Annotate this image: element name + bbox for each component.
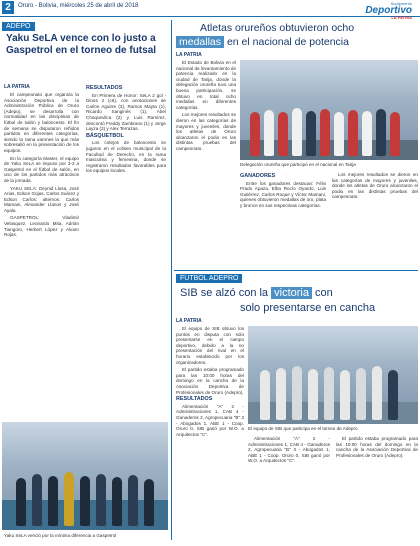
brand-sub: LA PATRIA (391, 15, 412, 20)
left-article-title: Yaku SeLA vence con lo justo a Gaspetrol en el torneo de futsal (6, 33, 157, 56)
left-kicker: LA PATRIA (4, 84, 30, 90)
right-bottom-paragraph-2b: El partido estaba programado para las 10:00 horas del domingo en la cancha de la Asociación Deportiva de Profesionales de Oruro (Adepro). (336, 436, 418, 458)
section-tag-futbol: FÚTBOL ADEPRO (176, 274, 242, 283)
right-top-paragraph-1: El Estado de Bolivia en el nacional de levantamiento de potencia realizado en la ciudad de Tarija, donde la delegación orureña tuvo una buena participación, se obtuvo en total ocho medallas en diferentes categorías. (176, 60, 236, 110)
right-top-title-highlight: medallas (176, 36, 224, 48)
right-top-title-line1: Atletas orureños obtuvieron ocho (200, 22, 355, 34)
dateline: Oruro - Bolivia, miércoles 25 de abril de 2018 (18, 3, 139, 9)
left-basket-title: BÁSQUETBOL (86, 132, 124, 139)
right-top-paragraph-2b: Los mejores resultados se dieron en las categorías de mayores y juveniles, donde los atletas de Oruro alcanzaron el podio en las distintas pruebas del campeonato. (332, 172, 418, 200)
right-top-winners: Entre los ganadores destacan: Félix Prado Apaza, Elba Rocío Oyardo, Luis Gutiérrez, Carlos Roque y Víctor Mamani, quienes obtuvieron medallas de oro, plata y bronce en sus respectivas categorías. (240, 180, 326, 208)
right-bottom-col1 (176, 326, 244, 536)
left-article-col2 (86, 84, 166, 422)
right-bottom-kicker: LA PATRIA (176, 318, 202, 324)
right-top-col2 (240, 172, 326, 268)
right-top-title-line2-wrap (176, 36, 349, 48)
right-bottom-results-title: RESULTADOS (176, 396, 213, 403)
left-results-title: RESULTADOS (86, 85, 123, 91)
left-paragraph-2: En la categoría Master, el equipo de Yaku SeLA se impuso por 3-2 a Gaspetrol en el fútbol de salón, en uno de los partidos más atractivos de la jornada. (4, 155, 79, 183)
brand-logo (365, 1, 412, 20)
right-top-paragraph-2: Los mejores resultados se dieron en las categorías de mayores y juveniles, donde los atletas de Oruro alcanzaron el podio en las distintas pruebas del campeonato. (176, 112, 236, 151)
section-divider (174, 270, 418, 271)
right-bottom-col3 (336, 436, 418, 536)
left-photo-caption: Yaku SeLA venció por la mínima diferencia a Gaspetrol (4, 533, 117, 538)
right-bottom-title-highlight: victoria (271, 287, 312, 299)
right-bottom-results-2: Alimentación "A" 2 - Administraciones 1, CAB 4 - Ganaderos 2, Agropecuaria "B" 3 - Abogados 1, ABE 1 - Coop. Oruro 0, SIB ganó por W.O. a Arquitectos "C". (248, 436, 330, 464)
right-top-photo-caption: Delegación orureña que participó en el nacional en Tarija (240, 162, 356, 167)
right-top-col1 (176, 60, 236, 268)
right-top-title-line2: en el nacional de potencia (226, 36, 349, 48)
brand-main: Deportivo (365, 5, 412, 16)
left-lineups: YAKU SELA: Deynid Llosa, José Arias, Edson Gojas, Carlos Suárez y Edson Carlos; alternos: Carlos Mamani, Alexander Llanos y José Ayala. (4, 185, 79, 213)
right-bottom-col2 (248, 436, 330, 536)
right-bottom-team-photo (248, 326, 418, 424)
right-top-col3 (332, 172, 418, 268)
right-bottom-results: Alimentación "A" 2 - Administraciones 1, CAB 4 - Ganaderos 2, Agropecuaria "B" 3 - Abogados 1, ABE 1 - Coop. Oruro 0, SIB ganó por W.O. a Arquitectos "C". (176, 403, 244, 437)
right-bottom-title-b: con (315, 287, 333, 299)
left-article-col1 (4, 92, 79, 422)
left-results: En Primera de Honor: SeLA 2 gol - Dinos 2 (c6), con anotaciones de Carlos Aguirre (3), Ramos Mayta (1), Ricardo Sanginés (1), Abel Choquevilca (2) y Luis Ramírez, descontó Freddy Zambrano (1) y Jorge Layza (2) y Alex Terrazas. (86, 92, 166, 132)
right-bottom-title-line2: solo presentarse en cancha (240, 302, 376, 314)
column-divider (171, 20, 172, 540)
section-tag-adepo: ADEPO (2, 22, 35, 31)
left-lineups-2: GASPETROL: Vladimir Velasquez, Leonardo Mita, Adrián Tiangoro, Herbert López y Alvaro Rojas. (4, 215, 79, 238)
right-bottom-paragraph-2: El partido estaba programado para las 10:00 horas del domingo en la cancha de la Asociación Deportiva de Profesionales de Oruro (Adepro). (176, 367, 244, 395)
left-paragraph-1: El campeonato que organiza la Asociación Deportiva de la Administración Pública de Oruro (Adepo), se desarrolla con normalidad en las disciplinas de fútbol de salón y baloncesto. El fin de semana se disputaron reñidos partidos en diferentes categorías, siendo la rama varones la que más sobresalió en la presentación de los equipos. (4, 92, 79, 153)
right-top-winners-title: GANADORES (240, 173, 276, 179)
right-bottom-photo-caption: El equipo de SIB que participa en el torneo de Adepro (248, 426, 358, 431)
right-top-kicker: LA PATRIA (176, 52, 202, 58)
right-top-team-photo (240, 60, 418, 160)
left-basket: Los cotejos de baloncesto se jugaron en el coliseo municipal de la Facultad de Derecho, en la rama masculina y femenina, donde se registraron resultados favorables para los equipos locales. (86, 140, 166, 174)
right-bottom-title-line1 (180, 287, 333, 299)
right-bottom-title-a: SIB se alzó con la (180, 287, 269, 299)
brand-top: Suplemento (390, 1, 412, 6)
left-team-photo (2, 422, 168, 530)
page-number: 2 (2, 1, 14, 14)
right-bottom-paragraph-1: El equipo de SIB obtuvo los puntos en disputa con solo presentarse en el campo deportivo, debido a la no presentación del rival en el horario establecido por los organizadores. (176, 326, 244, 365)
